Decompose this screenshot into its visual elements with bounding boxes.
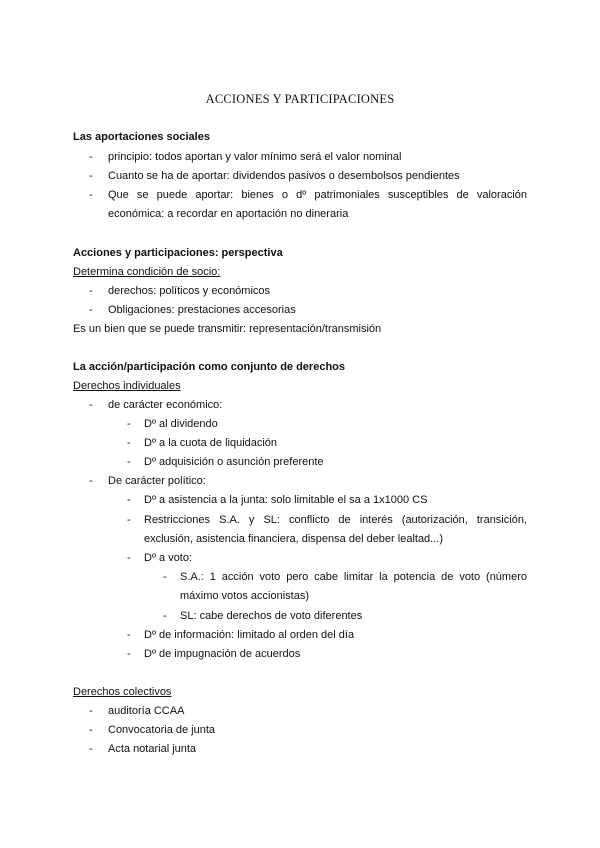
subheading-colectivos: Derechos colectivos (73, 686, 172, 698)
subheading-individuales: Derechos individuales (73, 380, 181, 392)
heading-perspectiva: Acciones y participaciones: perspectiva (73, 247, 283, 259)
heading-aportaciones: Las aportaciones sociales (73, 131, 210, 143)
subheading-condicion: Determina condición de socio: (73, 266, 221, 278)
paragraph-transmitir: Es un bien que se puede transmitir: representación/transmisión (73, 323, 382, 335)
heading-conjunto-derechos: La acción/participación como conjunto de derechos (73, 361, 345, 373)
document-title: ACCIONES Y PARTICIPACIONES (205, 92, 395, 106)
